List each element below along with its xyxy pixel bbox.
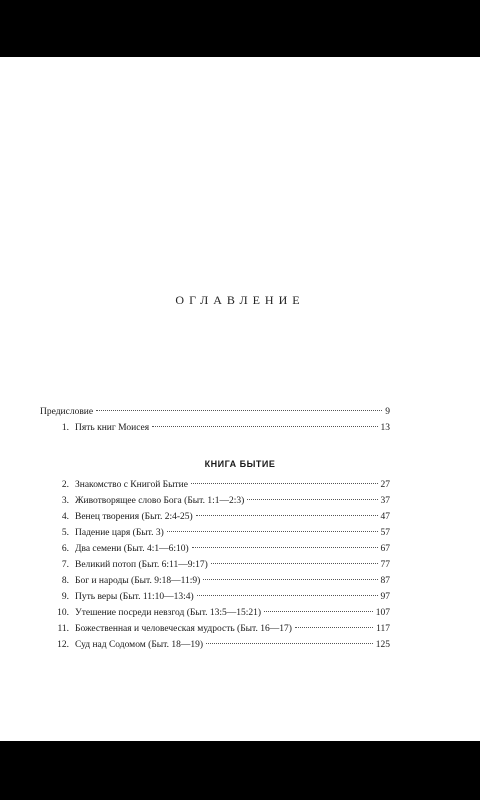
- toc-entry-number: 6.: [61, 544, 69, 554]
- section-heading: КНИГА БЫТИЕ: [204, 459, 276, 469]
- toc-entry-label: Путь веры (Быт. 11:10—13:4): [75, 592, 194, 602]
- toc-entry-page: 57: [380, 528, 390, 538]
- toc-entry-label: Бог и народы (Быт. 9:18—11:9): [75, 576, 201, 586]
- toc-entry-page: 13: [380, 423, 390, 433]
- toc-entry-page: 125: [375, 640, 390, 650]
- toc-entry-label: Знакомство с Книгой Бытие: [75, 480, 188, 490]
- toc-entry-number: 7.: [61, 560, 69, 570]
- toc-entry-number: 12.: [57, 640, 69, 650]
- dot-leader: [203, 578, 377, 580]
- toc-entry-4[interactable]: [55, 510, 390, 524]
- dot-leader: [264, 610, 373, 612]
- toc-entry-number: 11.: [57, 624, 69, 634]
- toc-entry-page: 47: [380, 512, 390, 522]
- toc-entry-label: Утешение посреди невзгод (Быт. 13:5—15:21): [75, 608, 262, 618]
- toc-entry-number: 8.: [61, 576, 69, 586]
- dot-leader: [167, 530, 378, 532]
- toc-entry-page: 67: [380, 544, 390, 554]
- toc-entry-label: Предисловие: [40, 407, 94, 417]
- toc-entry-number: 9.: [61, 592, 69, 602]
- dot-leader: [191, 482, 378, 484]
- toc-entry-page: 37: [380, 496, 390, 506]
- toc-entry-label: Венец творения (Быт. 2:4-25): [75, 512, 193, 522]
- dot-leader: [206, 642, 373, 644]
- toc-entry-page: 27: [380, 480, 390, 490]
- toc-entry-3[interactable]: [55, 494, 390, 508]
- dot-leader: [295, 626, 373, 628]
- page-title: ОГЛАВЛЕНИЕ: [175, 293, 305, 307]
- toc-entry-6[interactable]: [55, 542, 390, 556]
- toc-entry-label: Великий потоп (Быт. 6:11—9:17): [75, 560, 208, 570]
- toc-entry-9[interactable]: [55, 590, 390, 604]
- toc-entry-number: 4.: [61, 512, 69, 522]
- dot-leader: [197, 594, 378, 596]
- toc-entry-number: 10.: [57, 608, 69, 618]
- toc-entry-number: 1.: [61, 423, 69, 433]
- toc-entry-label: Два семени (Быт. 4:1—6:10): [75, 544, 189, 554]
- dot-leader: [196, 514, 378, 516]
- toc-entry-page: 87: [380, 576, 390, 586]
- toc-entry-label: Животворящее слово Бога (Быт. 1:1—2:3): [75, 496, 245, 506]
- toc-entry-label: Суд над Содомом (Быт. 18—19): [75, 640, 204, 650]
- toc-entry-10[interactable]: [55, 606, 390, 620]
- toc-entry-page: 117: [376, 624, 390, 634]
- toc-entry-label: Падение царя (Быт. 3): [75, 528, 164, 538]
- toc-entry-11[interactable]: [55, 622, 390, 636]
- toc-entry-12[interactable]: [55, 638, 390, 652]
- toc-entry-page: 107: [375, 608, 390, 618]
- toc-entry-5[interactable]: [55, 526, 390, 540]
- toc-entry-preface[interactable]: [40, 405, 390, 419]
- dot-leader: [152, 425, 377, 427]
- toc-entry-number: 3.: [61, 496, 69, 506]
- toc-entry-7[interactable]: [55, 558, 390, 572]
- toc-entry-label: Божественная и человеческая мудрость (Быт. 16—17): [75, 624, 292, 634]
- toc-entry-number: 5.: [61, 528, 69, 538]
- toc-entry-number: 2.: [61, 480, 69, 490]
- toc-entry-page: 77: [380, 560, 390, 570]
- toc-entry-label: Пять книг Моисея: [75, 423, 150, 433]
- dot-leader: [247, 498, 377, 500]
- toc-entry-page: 9: [385, 407, 390, 417]
- toc-entry-2[interactable]: [55, 478, 390, 492]
- toc-entry-1[interactable]: [55, 421, 390, 435]
- toc-entry-8[interactable]: [55, 574, 390, 588]
- dot-leader: [96, 409, 382, 411]
- toc-entry-page: 97: [380, 592, 390, 602]
- dot-leader: [211, 562, 378, 564]
- book-page: [0, 57, 480, 741]
- dot-leader: [192, 546, 378, 548]
